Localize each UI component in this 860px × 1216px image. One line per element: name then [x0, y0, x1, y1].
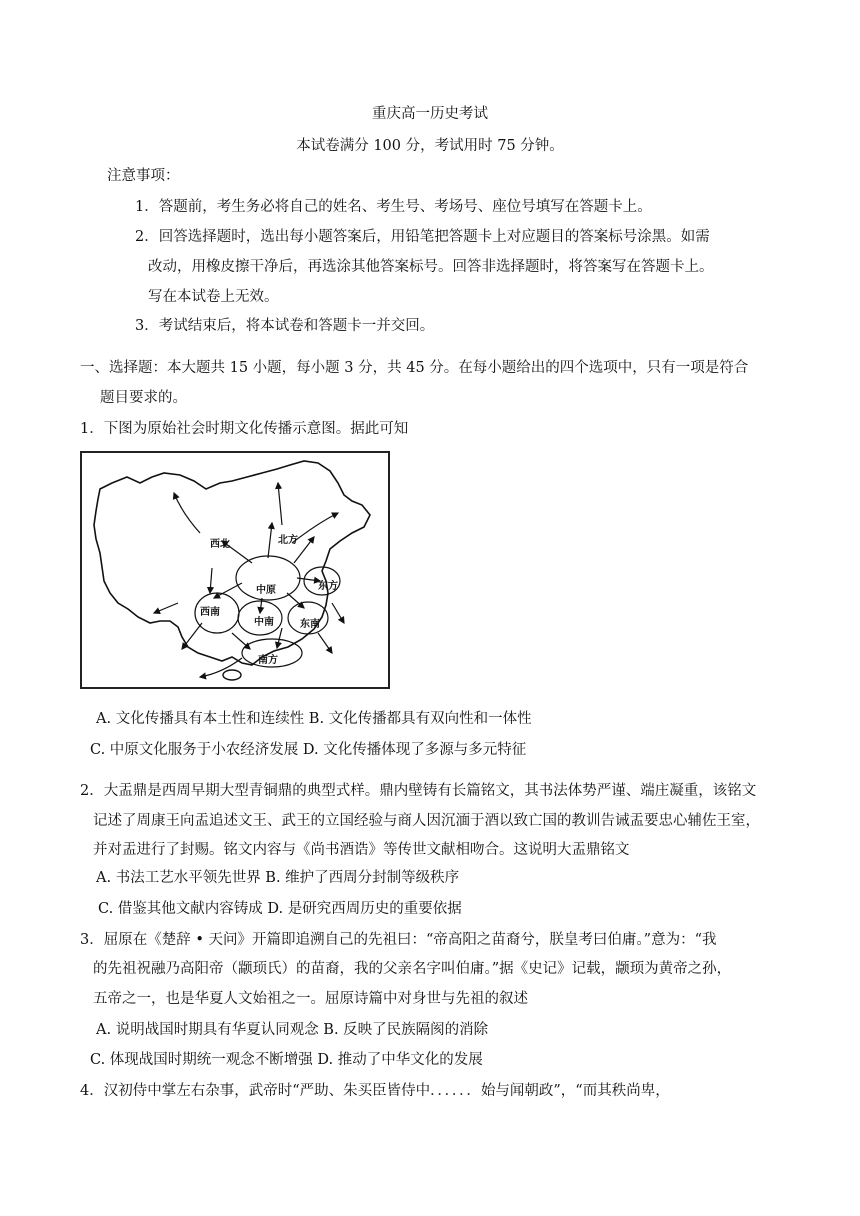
notice-item: 3．考试结束后，将本试卷和答题卡一并交回。 [135, 318, 435, 334]
notice-heading: 注意事项： [107, 168, 180, 184]
map-label-southeast: 东南 [300, 619, 320, 630]
china-outline-drawing [82, 453, 388, 687]
culture-spread-map [80, 451, 390, 689]
question-3-options-ab: A. 说明战国时期具有华夏认同观念 B. 反映了民族隔阂的消除 [96, 1022, 489, 1038]
notice-item: 2．回答选择题时，选出每小题答案后，用铅笔把答题卡上对应题目的答案标号涂黑。如需 [135, 229, 710, 245]
question-1-options-cd: C. 中原文化服务于小农经济发展 D. 文化传播体现了多源与多元特征 [90, 742, 527, 758]
question-3-options-cd: C. 体现战国时期统一观念不断增强 D. 推动了中华文化的发展 [90, 1052, 483, 1068]
question-3-stem-continued: 的先祖祝融乃高阳帝（颛顼氏）的苗裔，我的父亲名字叫伯庸。”据《史记》记载，颛顼为黄帝之孙， [93, 961, 732, 977]
map-label-north: 北方 [278, 535, 298, 546]
map-label-central-plains: 中原 [256, 585, 276, 596]
exam-title: 重庆高一历史考试 [372, 106, 488, 122]
question-3-stem-continued: 五帝之一，也是华夏人文始祖之一。屈原诗篇中对身世与先祖的叙述 [93, 991, 528, 1007]
question-2-options-cd: C. 借鉴其他文献内容铸成 D. 是研究西周历史的重要依据 [98, 901, 462, 917]
exam-subtitle: 本试卷满分 100 分，考试用时 75 分钟。 [296, 138, 564, 154]
question-2-stem: 2．大盂鼎是西周早期大型青铜鼎的典型式样。鼎内壁铸有长篇铭文，其书法体势严谨、端庄凝重，该铭文 [80, 783, 757, 799]
section-heading-continued: 题目要求的。 [100, 390, 187, 406]
notice-item: 写在本试卷上无效。 [148, 289, 279, 305]
map-label-northwest: 西北 [210, 539, 230, 550]
notice-item: 改动，用橡皮擦干净后，再选涂其他答案标号。回答非选择题时，将答案写在答题卡上。 [148, 259, 714, 275]
question-3-stem: 3．屈原在《楚辞 • 天问》开篇即追溯自己的先祖曰：“帝高阳之苗裔兮，朕皇考曰伯庸。”意为：“我 [80, 932, 717, 948]
question-4-stem: 4．汉初侍中掌左右杂事，武帝时“严助、朱买臣皆侍中．．．．．．始与闻朝政”，“而其秩尚卑， [80, 1083, 670, 1099]
question-1-options-ab: A. 文化传播具有本土性和连续性 B. 文化传播都具有双向性和一体性 [96, 711, 532, 727]
map-label-east: 东方 [318, 581, 338, 592]
map-label-south: 南方 [258, 655, 278, 666]
map-label-central-south: 中南 [254, 617, 274, 628]
question-2-stem-continued: 并对盂进行了封赐。铭文内容与《尚书酒诰》等传世文献相吻合。这说明大盂鼎铭文 [93, 842, 630, 858]
question-2-options-ab: A. 书法工艺水平领先世界 B. 维护了西周分封制等级秩序 [96, 870, 460, 886]
question-2-stem-continued: 记述了周康王向盂追述文王、武王的立国经验与商人因沉湎于酒以致亡国的教训告诫盂要忠心辅佐王室， [93, 813, 760, 829]
section-heading: 一、选择题：本大题共 15 小题，每小题 3 分，共 45 分。在每小题给出的四个选项中，只有一项是符合 [80, 360, 749, 376]
map-label-southwest: 西南 [200, 607, 220, 618]
question-1-stem: 1．下图为原始社会时期文化传播示意图。据此可知 [80, 421, 409, 437]
notice-item: 1．答题前，考生务必将自己的姓名、考生号、考场号、座位号填写在答题卡上。 [135, 199, 652, 215]
